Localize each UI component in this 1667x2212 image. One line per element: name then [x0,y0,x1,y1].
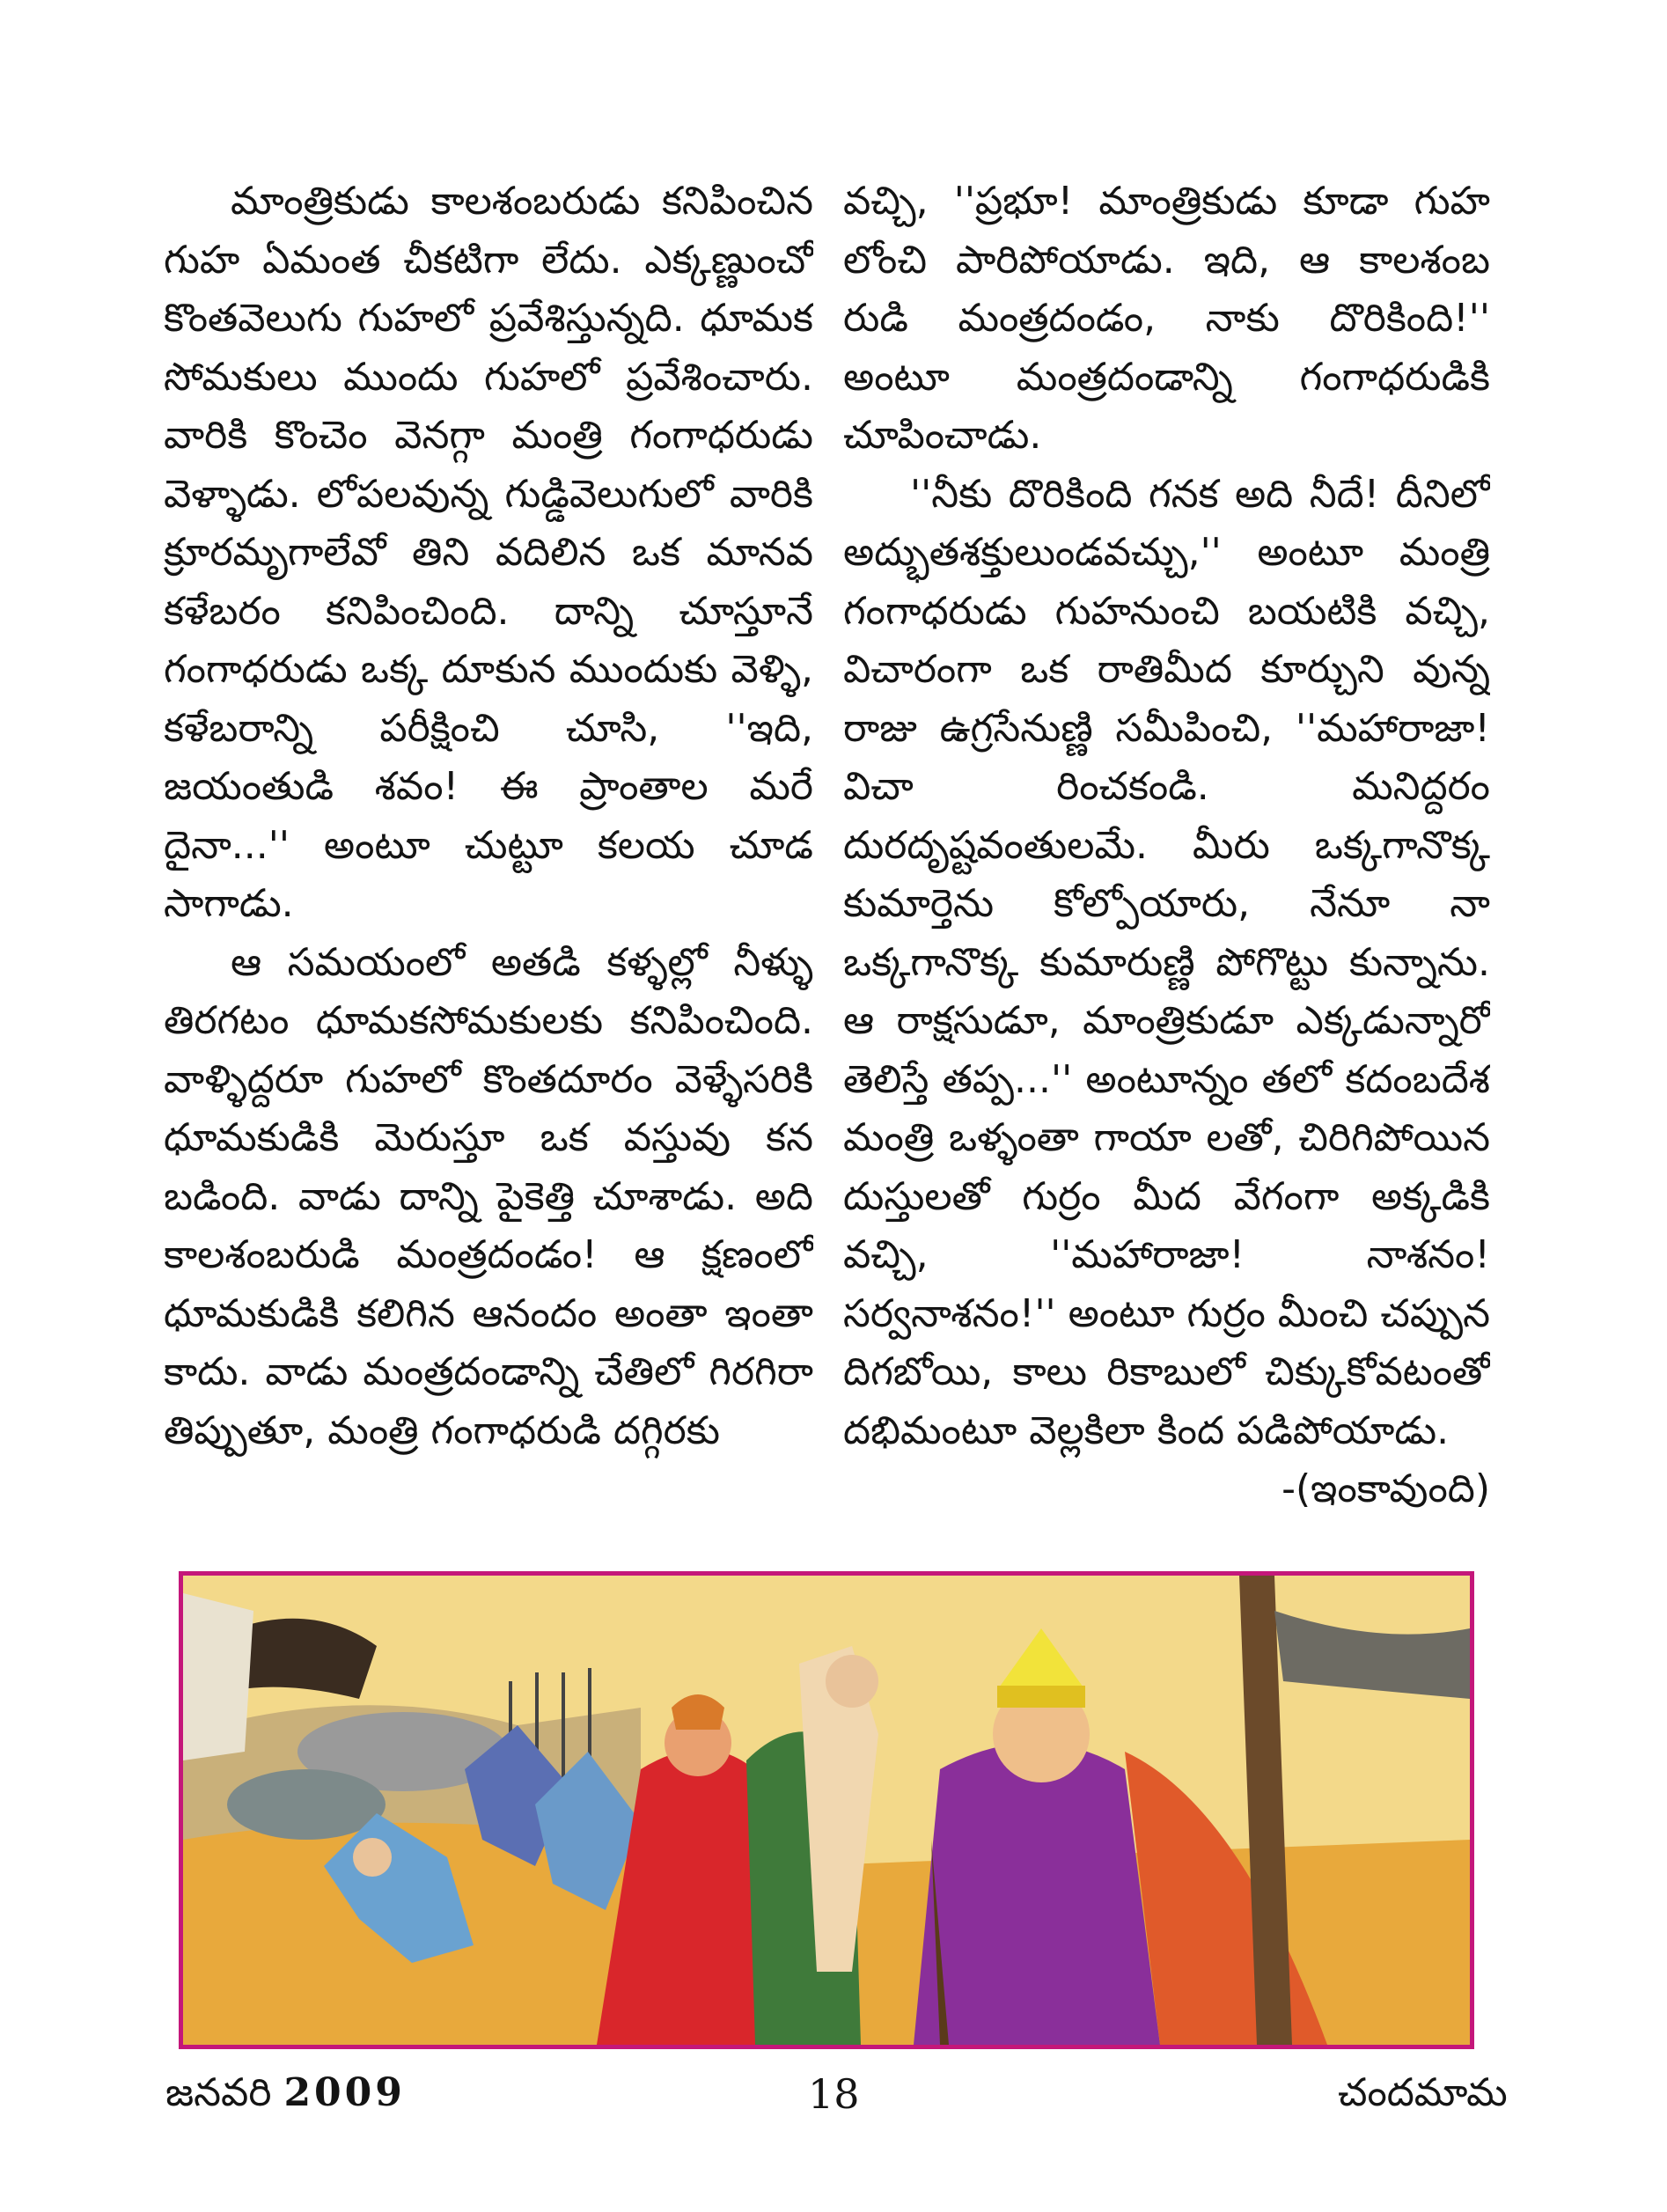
right-text-column [843,173,1490,1590]
footer-year: 2009 [283,2070,406,2115]
story-paragraph: మాంత్రికుడు కాలశంబరుడు కనిపించిన గుహ ఏమంత చీకటిగా లేదు. ఎక్కణ్ణుంచో కొంతవెలుగు గుహలో ప్రవేశిస్తున్నది. ధూమక సోమకులు ముందు గుహలో ప్రవేశించారు. వారికి కొంచెం వెనగ్గా మంత్రి గంగాధరుడు వెళ్ళాడు. లోపలవున్న గుడ్డివెలుగులో వారికి క్రూరమృగాలేవో తిని వదిలిన ఒక మానవ కళేబరం కనిపించింది. దాన్ని చూస్తూనే గంగాధరుడు ఒక్క దూకున ముందుకు వెళ్ళి, కళేబరాన్ని పరీక్షించి చూసి, ''ఇది, జయంతుడి శవం! ఈ ప్రాంతాల మరే దైనా...'' అంటూ చుట్టూ కలయ చూడ సాగాడు. [164,179,813,926]
story-paragraph: ఆ సమయంలో అతడి కళ్ళల్లో నీళ్ళు తిరగటం ధూమకసోమకులకు కనిపించింది. వాళ్ళిద్దరూ గుహలో కొంతదూరం వెళ్ళేసరికి ధూమకుడికి మెరుస్తూ ఒక వస్తువు కన బడింది. వాడు దాన్ని పైకెత్తి చూశాడు. అది కాలశంబరుడి మంత్రదండం! ఆ క్షణంలో ధూమకుడికి కలిగిన ఆనందం అంతా ఇంతా కాదు. వాడు మంత్రదండాన్ని చేతిలో గిరగిరా తిప్పుతూ, మంత్రి గంగాధరుడి దగ్గిరకు [164,939,813,1453]
story-paragraph-continuation: వచ్చి, ''ప్రభూ! మాంత్రికుడు కూడా గుహ లోంచి పారిపోయాడు. ఇది, ఆ కాలశంబ రుడి మంత్రదండం, నాకు దొరికింది!'' అంటూ మంత్రదండాన్ని గంగాధరుడికి చూపించాడు. [843,179,1490,458]
story-paragraph [843,466,1490,1511]
magazine-name: చందమామ [1338,2070,1508,2115]
left-text-column [164,173,813,1590]
to-be-continued-note: -(ఇంకావుంది) [1281,1466,1490,1511]
footer-month: జనవరి [165,2070,272,2115]
illustration-artwork [183,1576,1470,2045]
story-illustration [179,1571,1474,2049]
story-paragraph-text: ''నీకు దొరికింది గనక అది నీదే! దీనిలో అద్భుతశక్తులుండవచ్చు,'' అంటూ మంత్రి గంగాధరుడు గుహనుంచి బయటికి వచ్చి, విచారంగా ఒక రాతిమీద కూర్చుని వున్న రాజు ఉగ్రసేనుణ్ణి సమీపించి, ''మహారాజా! విచా రించకండి. మనిద్దరం దురదృష్టవంతులమే. మీరు ఒక్కగానొక్క కుమార్తెను కోల్పోయారు, నేనూ నా ఒక్కగానొక్క కుమారుణ్ణి పోగొట్టు కున్నాను. ఆ రాక్షసుడూ, మాంత్రికుడూ ఎక్కడున్నారో తెలిస్తే తప్ప...'' అంటూన్నం తలో కదంబదేశ మంత్రి ఒళ్ళంతా గాయా లతో, చిరిగిపోయిన దుస్తులతో గుర్రం మీద వేగంగా అక్కడికి వచ్చి, ''మహారాజా! నాశనం! సర్వనాశనం!'' అంటూ గుర్రం మీంచి చప్పున దిగబోయి, కాలు రికాబులో చిక్కుకోవటంతో దభిమంటూ వెల్లకిలా కింద పడిపోయాడు. [843,471,1490,1453]
footer-date [165,2070,406,2125]
page-number: 18 [808,2070,860,2118]
